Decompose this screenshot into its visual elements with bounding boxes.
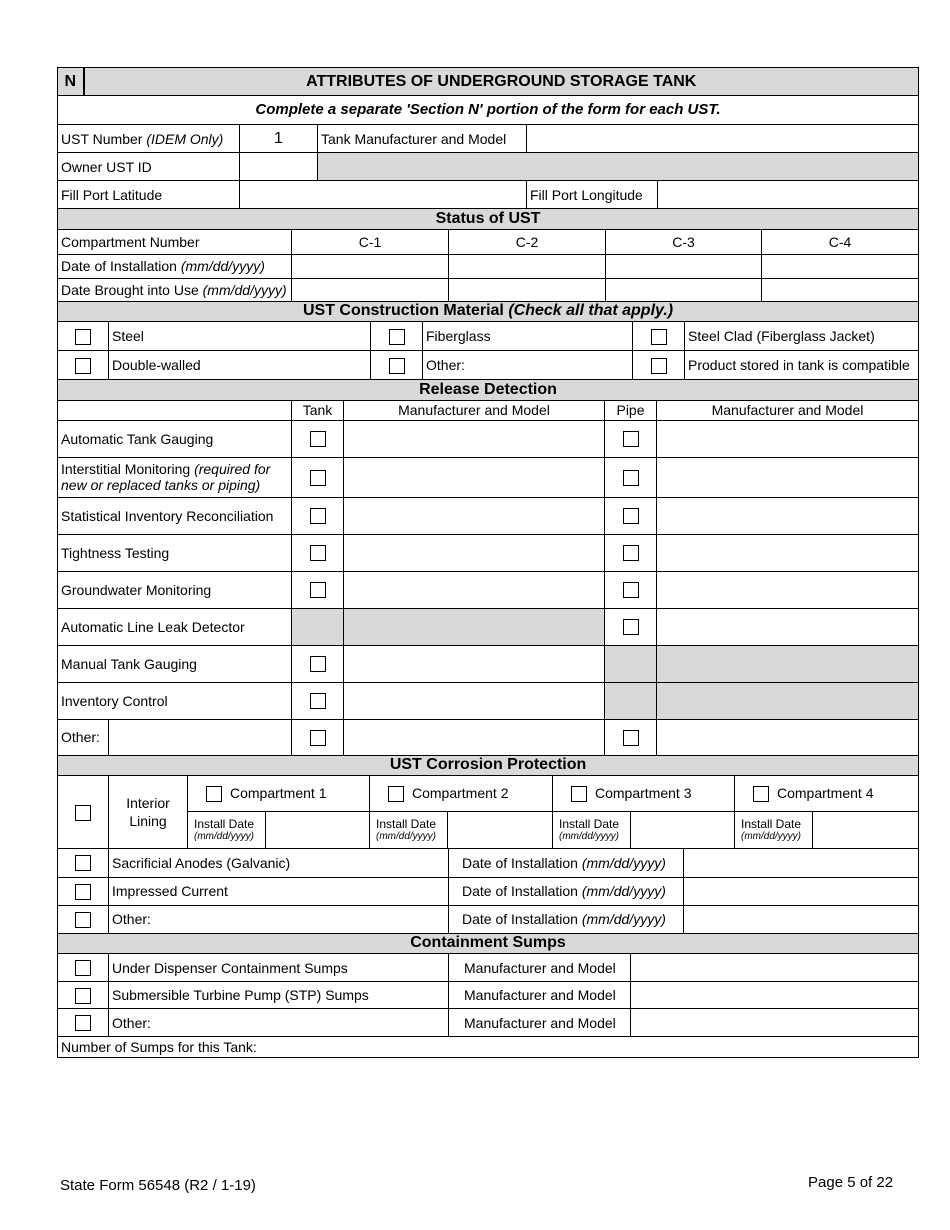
sumps-other-mfr-field[interactable] xyxy=(631,1009,919,1037)
col-manufacturer-tank: Manufacturer and Model xyxy=(344,400,605,420)
release-other-field[interactable] xyxy=(109,719,292,755)
under-dispenser-mfr-field[interactable] xyxy=(631,954,919,982)
fiberglass-label: Fiberglass xyxy=(423,322,633,351)
other-pipe-mfr-field[interactable] xyxy=(657,719,919,755)
identity-table xyxy=(57,67,919,209)
construction-other-checkbox[interactable] xyxy=(371,351,423,380)
construction-heading: UST Construction Material (Check all that apply.) xyxy=(58,302,919,322)
release-heading: Release Detection xyxy=(58,380,919,400)
release-detection-table xyxy=(57,380,919,756)
under-dispenser-label: Under Dispenser Containment Sumps xyxy=(109,954,449,982)
atg-pipe-mfr-field[interactable] xyxy=(657,420,919,457)
compartment-c1: C-1 xyxy=(292,229,449,254)
gw-pipe-mfr-field[interactable] xyxy=(657,571,919,608)
use-date-c2[interactable] xyxy=(449,278,606,301)
construction-other-label: Other: xyxy=(423,351,633,380)
ust-number-label: UST Number (IDEM Only) xyxy=(58,125,240,153)
col-pipe: Pipe xyxy=(605,400,657,420)
install-date-c3[interactable] xyxy=(606,254,762,278)
mtg-tank-mfr-field[interactable] xyxy=(344,645,605,682)
col-manufacturer-pipe: Manufacturer and Model xyxy=(657,400,919,420)
inventory-control-label: Inventory Control xyxy=(58,682,292,719)
im-tank-checkbox[interactable] xyxy=(292,457,344,497)
ust-attributes-form xyxy=(57,67,918,1058)
interior-lining-checkbox[interactable] xyxy=(58,776,109,849)
c1-install-date-label: Install Date (mm/dd/yyyy) xyxy=(188,812,266,849)
page-number: Page 5 of 22 xyxy=(808,1174,894,1191)
sir-pipe-mfr-field[interactable] xyxy=(657,497,919,534)
owner-ust-id-shaded xyxy=(318,153,919,181)
sumps-table xyxy=(57,934,919,1059)
use-date-c4[interactable] xyxy=(762,278,919,301)
tank-manufacturer-field[interactable] xyxy=(527,125,919,153)
tightness-label: Tightness Testing xyxy=(58,534,292,571)
steel-clad-checkbox[interactable] xyxy=(633,322,685,351)
tank-manufacturer-label: Tank Manufacturer and Model xyxy=(318,125,527,153)
fill-port-latitude-field[interactable] xyxy=(240,181,527,209)
sir-label: Statistical Inventory Reconciliation xyxy=(58,497,292,534)
interior-lining-label: Interior Lining xyxy=(109,776,188,849)
im-tank-mfr-field[interactable] xyxy=(344,457,605,497)
sumps-other-label: Other: xyxy=(109,1009,449,1037)
mtg-tank-checkbox[interactable] xyxy=(292,645,344,682)
use-date-c3[interactable] xyxy=(606,278,762,301)
corrosion-other-date-label: Date of Installation (mm/dd/yyyy) xyxy=(449,905,684,933)
fill-port-latitude-label: Fill Port Latitude xyxy=(58,181,240,209)
impressed-date-field[interactable] xyxy=(684,877,919,905)
c3-install-date-field[interactable] xyxy=(631,812,735,849)
col-tank: Tank xyxy=(292,400,344,420)
double-walled-checkbox[interactable] xyxy=(58,351,109,380)
install-date-c1[interactable] xyxy=(292,254,449,278)
install-date-label: Date of Installation (mm/dd/yyyy) xyxy=(58,254,292,278)
corrosion-methods-table xyxy=(57,849,919,934)
stp-checkbox[interactable] xyxy=(58,982,109,1009)
under-dispenser-checkbox[interactable] xyxy=(58,954,109,982)
use-date-c1[interactable] xyxy=(292,278,449,301)
form-id: State Form 56548 (R2 / 1-19) xyxy=(60,1177,256,1194)
inv-tank-mfr-field[interactable] xyxy=(344,682,605,719)
section-letter: N xyxy=(58,68,84,96)
atg-pipe-checkbox[interactable] xyxy=(605,420,657,457)
use-date-label: Date Brought into Use (mm/dd/yyyy) xyxy=(58,278,292,301)
groundwater-label: Groundwater Monitoring xyxy=(58,571,292,608)
stp-label: Submersible Turbine Pump (STP) Sumps xyxy=(109,982,449,1009)
c3-install-date-label: Install Date (mm/dd/yyyy) xyxy=(553,812,631,849)
c2-install-date-label: Install Date (mm/dd/yyyy) xyxy=(370,812,448,849)
sumps-other-checkbox[interactable] xyxy=(58,1009,109,1037)
install-date-c4[interactable] xyxy=(762,254,919,278)
steel-label: Steel xyxy=(109,322,371,351)
compartment-4-option[interactable]: Compartment 4 xyxy=(735,776,919,812)
c1-install-date-field[interactable] xyxy=(266,812,370,849)
impressed-checkbox[interactable] xyxy=(58,877,109,905)
sumps-heading: Containment Sumps xyxy=(58,934,919,954)
corrosion-table xyxy=(57,756,919,850)
compartment-1-option[interactable]: Compartment 1 xyxy=(188,776,370,812)
gw-tank-checkbox[interactable] xyxy=(292,571,344,608)
steel-checkbox[interactable] xyxy=(58,322,109,351)
compartment-c3: C-3 xyxy=(606,229,762,254)
other-tank-mfr-field[interactable] xyxy=(344,719,605,755)
corrosion-heading: UST Corrosion Protection xyxy=(58,756,919,776)
sump-count-field[interactable]: Number of Sumps for this Tank: xyxy=(58,1037,919,1058)
compatible-label: Product stored in tank is compatible xyxy=(685,351,919,380)
steel-clad-label: Steel Clad (Fiberglass Jacket) xyxy=(685,322,919,351)
fiberglass-checkbox[interactable] xyxy=(371,322,423,351)
sumps-other-mfr-label: Manufacturer and Model xyxy=(449,1009,631,1037)
alld-pipe-checkbox[interactable] xyxy=(605,608,657,645)
under-dispenser-mfr-label: Manufacturer and Model xyxy=(449,954,631,982)
atg-label: Automatic Tank Gauging xyxy=(58,420,292,457)
sir-tank-checkbox[interactable] xyxy=(292,497,344,534)
manual-gauging-label: Manual Tank Gauging xyxy=(58,645,292,682)
section-instruction: Complete a separate 'Section N' portion of the form for each UST. xyxy=(58,96,919,125)
compartment-3-option[interactable]: Compartment 3 xyxy=(553,776,735,812)
corrosion-other-checkbox[interactable] xyxy=(58,905,109,933)
tight-tank-checkbox[interactable] xyxy=(292,534,344,571)
compartment-c4: C-4 xyxy=(762,229,919,254)
release-other-label: Other: xyxy=(58,719,109,755)
fill-port-longitude-field[interactable] xyxy=(658,181,919,209)
double-walled-label: Double-walled xyxy=(109,351,371,380)
gw-tank-mfr-field[interactable] xyxy=(344,571,605,608)
other-tank-checkbox[interactable] xyxy=(292,719,344,755)
other-pipe-checkbox[interactable] xyxy=(605,719,657,755)
corrosion-other-label: Other: xyxy=(109,905,449,933)
owner-ust-id-label: Owner UST ID xyxy=(58,153,240,181)
stp-mfr-field[interactable] xyxy=(631,982,919,1009)
status-table xyxy=(57,209,919,302)
tight-pipe-mfr-field[interactable] xyxy=(657,534,919,571)
owner-ust-id-field[interactable] xyxy=(240,153,318,181)
sacrificial-label: Sacrificial Anodes (Galvanic) xyxy=(109,849,449,877)
install-date-c2[interactable] xyxy=(449,254,606,278)
alld-label: Automatic Line Leak Detector xyxy=(58,608,292,645)
impressed-label: Impressed Current xyxy=(109,877,449,905)
fill-port-longitude-label: Fill Port Longitude xyxy=(527,181,658,209)
sir-tank-mfr-field[interactable] xyxy=(344,497,605,534)
atg-tank-checkbox[interactable] xyxy=(292,420,344,457)
c4-install-date-label: Install Date (mm/dd/yyyy) xyxy=(735,812,813,849)
construction-table xyxy=(57,302,919,381)
gw-pipe-checkbox[interactable] xyxy=(605,571,657,608)
im-pipe-checkbox[interactable] xyxy=(605,457,657,497)
c4-install-date-field[interactable] xyxy=(813,812,919,849)
compartment-number-label: Compartment Number xyxy=(58,229,292,254)
sacrificial-date-label: Date of Installation (mm/dd/yyyy) xyxy=(449,849,684,877)
status-heading: Status of UST xyxy=(58,209,919,229)
compartment-2-option[interactable]: Compartment 2 xyxy=(370,776,553,812)
sacrificial-date-field[interactable] xyxy=(684,849,919,877)
impressed-date-label: Date of Installation (mm/dd/yyyy) xyxy=(449,877,684,905)
corrosion-other-date-field[interactable] xyxy=(684,905,919,933)
stp-mfr-label: Manufacturer and Model xyxy=(449,982,631,1009)
ust-number-field[interactable]: 1 xyxy=(240,125,318,153)
sacrificial-checkbox[interactable] xyxy=(58,849,109,877)
sir-pipe-checkbox[interactable] xyxy=(605,497,657,534)
section-title: ATTRIBUTES OF UNDERGROUND STORAGE TANK xyxy=(84,68,919,96)
c2-install-date-field[interactable] xyxy=(448,812,553,849)
atg-tank-mfr-field[interactable] xyxy=(344,420,605,457)
tight-pipe-checkbox[interactable] xyxy=(605,534,657,571)
interstitial-label: Interstitial Monitoring (required for new or replaced tanks or piping) xyxy=(58,457,292,497)
compatible-checkbox[interactable] xyxy=(633,351,685,380)
im-pipe-mfr-field[interactable] xyxy=(657,457,919,497)
tight-tank-mfr-field[interactable] xyxy=(344,534,605,571)
alld-pipe-mfr-field[interactable] xyxy=(657,608,919,645)
inv-tank-checkbox[interactable] xyxy=(292,682,344,719)
compartment-c2: C-2 xyxy=(449,229,606,254)
